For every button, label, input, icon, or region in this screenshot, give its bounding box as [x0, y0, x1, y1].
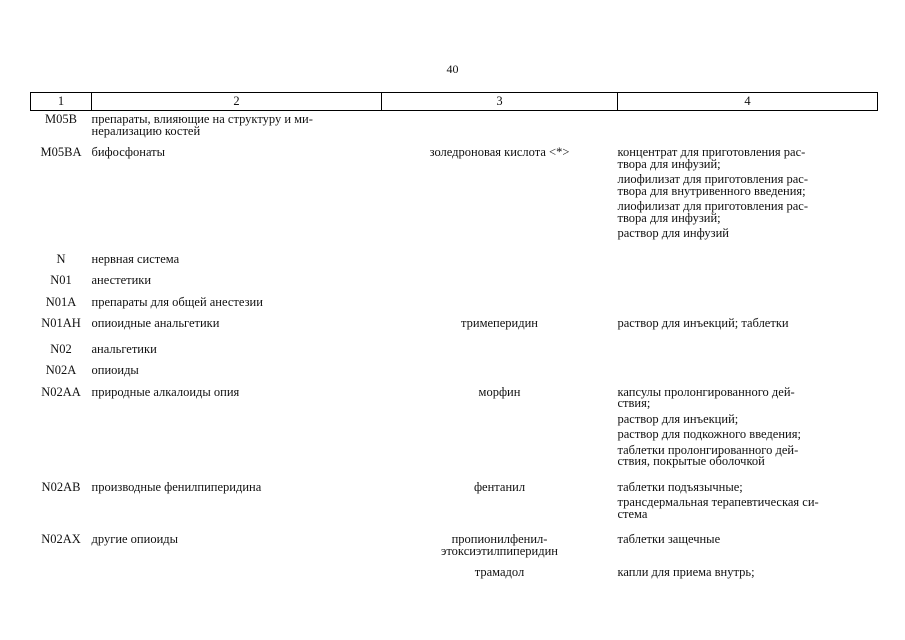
- dosage-form-item: раствор для подкожного введения;: [617, 427, 801, 441]
- drug-name: [382, 384, 618, 482]
- dosage-form-item: лиофилизат для приготовления рас- твора для внутривенного введения;: [617, 172, 808, 198]
- dosage-forms: [618, 534, 878, 567]
- anatomical-therapeutic-group: нервная система: [91, 251, 180, 266]
- table-row: [31, 567, 878, 593]
- anatomical-therapeutic-group: опиоиды: [91, 363, 139, 377]
- atc-code: N01AH: [41, 316, 81, 330]
- anatomical-therapeutic-group: [92, 567, 382, 593]
- atc-code: N: [56, 251, 66, 266]
- dosage-forms: [618, 297, 878, 319]
- table-row: [31, 297, 878, 319]
- drug-name: [382, 479, 618, 535]
- dosage-form-item: капсулы пролонгированного дей- ствия;: [617, 384, 795, 410]
- drug-name: [382, 147, 618, 254]
- drug-name-line: тримеперидин: [461, 316, 538, 330]
- atc-code: N02AA: [41, 384, 81, 399]
- anatomical-therapeutic-group: анестетики: [91, 273, 152, 287]
- anatomical-therapeutic-group: бифосфонаты: [91, 145, 166, 159]
- atc-code: N02A: [45, 363, 77, 377]
- table-row: [31, 111, 878, 148]
- atc-code: N02: [50, 341, 72, 356]
- drug-name-line: пропионилфенил- этоксиэтилпиперидин: [441, 532, 558, 558]
- dosage-forms: [618, 275, 878, 297]
- dosage-forms: [618, 254, 878, 276]
- page-number: 40: [446, 62, 459, 76]
- column-header-4: 4: [618, 93, 878, 111]
- column-header-3: 3: [382, 93, 618, 111]
- drug-name: [382, 297, 618, 319]
- table-row: [31, 482, 878, 535]
- drug-name: [382, 567, 618, 593]
- atc-code: N02AB: [41, 479, 81, 494]
- dosage-forms: [618, 567, 878, 593]
- drug-name-line: трамадол: [474, 565, 525, 579]
- table-row: [31, 147, 878, 254]
- drug-name-line: золедроновая кислота <*>: [429, 145, 570, 159]
- anatomical-therapeutic-group: природные алкалоиды опия: [91, 384, 240, 399]
- atc-code: [31, 567, 92, 593]
- drug-name-line: морфин: [478, 384, 521, 399]
- dosage-forms: [617, 479, 878, 535]
- dosage-forms: [618, 318, 878, 344]
- dosage-form-item: лиофилизат для приготовления рас- твора для инфузий;: [617, 199, 808, 225]
- table-row: [31, 365, 878, 387]
- dosage-form-item: таблетки подъязычные;: [617, 479, 743, 494]
- atc-code: N02AX: [41, 532, 81, 546]
- dosage-form-item: таблетки пролонгированного дей- ствия, покрытые оболочкой: [617, 442, 799, 468]
- table-header-row: [31, 93, 878, 111]
- anatomical-therapeutic-group: другие опиоиды: [91, 532, 179, 546]
- table-row: [31, 387, 878, 482]
- drug-name: [382, 254, 618, 276]
- anatomical-therapeutic-group: препараты, влияющие на структуру и ми- нерализацию костей: [91, 112, 313, 138]
- table-row: [31, 318, 878, 344]
- dosage-form-item: раствор для инъекций;: [617, 411, 739, 426]
- table-row: [31, 344, 878, 366]
- drug-name: [382, 318, 618, 344]
- table-row: [31, 534, 878, 567]
- dosage-forms: [618, 344, 878, 366]
- atc-code: M05B: [45, 112, 77, 126]
- dosage-forms: [617, 384, 878, 482]
- dosage-forms: [618, 365, 878, 387]
- dosage-forms: [618, 147, 878, 254]
- dosage-form-item: капли для приема внутрь;: [617, 565, 755, 579]
- dosage-form-item: концентрат для приготовления рас- твора для инфузий;: [617, 145, 806, 171]
- table-row: [31, 275, 878, 297]
- table-row: [31, 254, 878, 276]
- drug-name: [382, 344, 618, 366]
- anatomical-therapeutic-group: производные фенилпиперидина: [91, 479, 262, 494]
- drug-name: [382, 365, 618, 387]
- atc-code: N01A: [45, 294, 77, 309]
- anatomical-therapeutic-group: опиоидные анальгетики: [91, 316, 220, 330]
- drug-classification-table: [30, 92, 878, 593]
- anatomical-therapeutic-group: препараты для общей анестезии: [91, 294, 263, 309]
- dosage-form-item: таблетки защечные: [617, 532, 721, 546]
- dosage-form-item: раствор для инъекций; таблетки: [617, 316, 789, 330]
- atc-code: M05BA: [40, 145, 82, 159]
- atc-code: N01: [50, 273, 72, 287]
- drug-name-line: фентанил: [473, 479, 526, 494]
- anatomical-therapeutic-group: анальгетики: [91, 341, 157, 356]
- column-header-1: 1: [31, 93, 92, 111]
- dosage-form-item: трансдермальная терапевтическая си- стема: [617, 495, 819, 521]
- column-header-2: 2: [92, 93, 382, 111]
- drug-name: [382, 534, 618, 567]
- dosage-forms: [618, 111, 878, 148]
- dosage-form-item: раствор для инфузий: [617, 226, 729, 240]
- drug-name: [382, 111, 618, 148]
- drug-name: [382, 275, 618, 297]
